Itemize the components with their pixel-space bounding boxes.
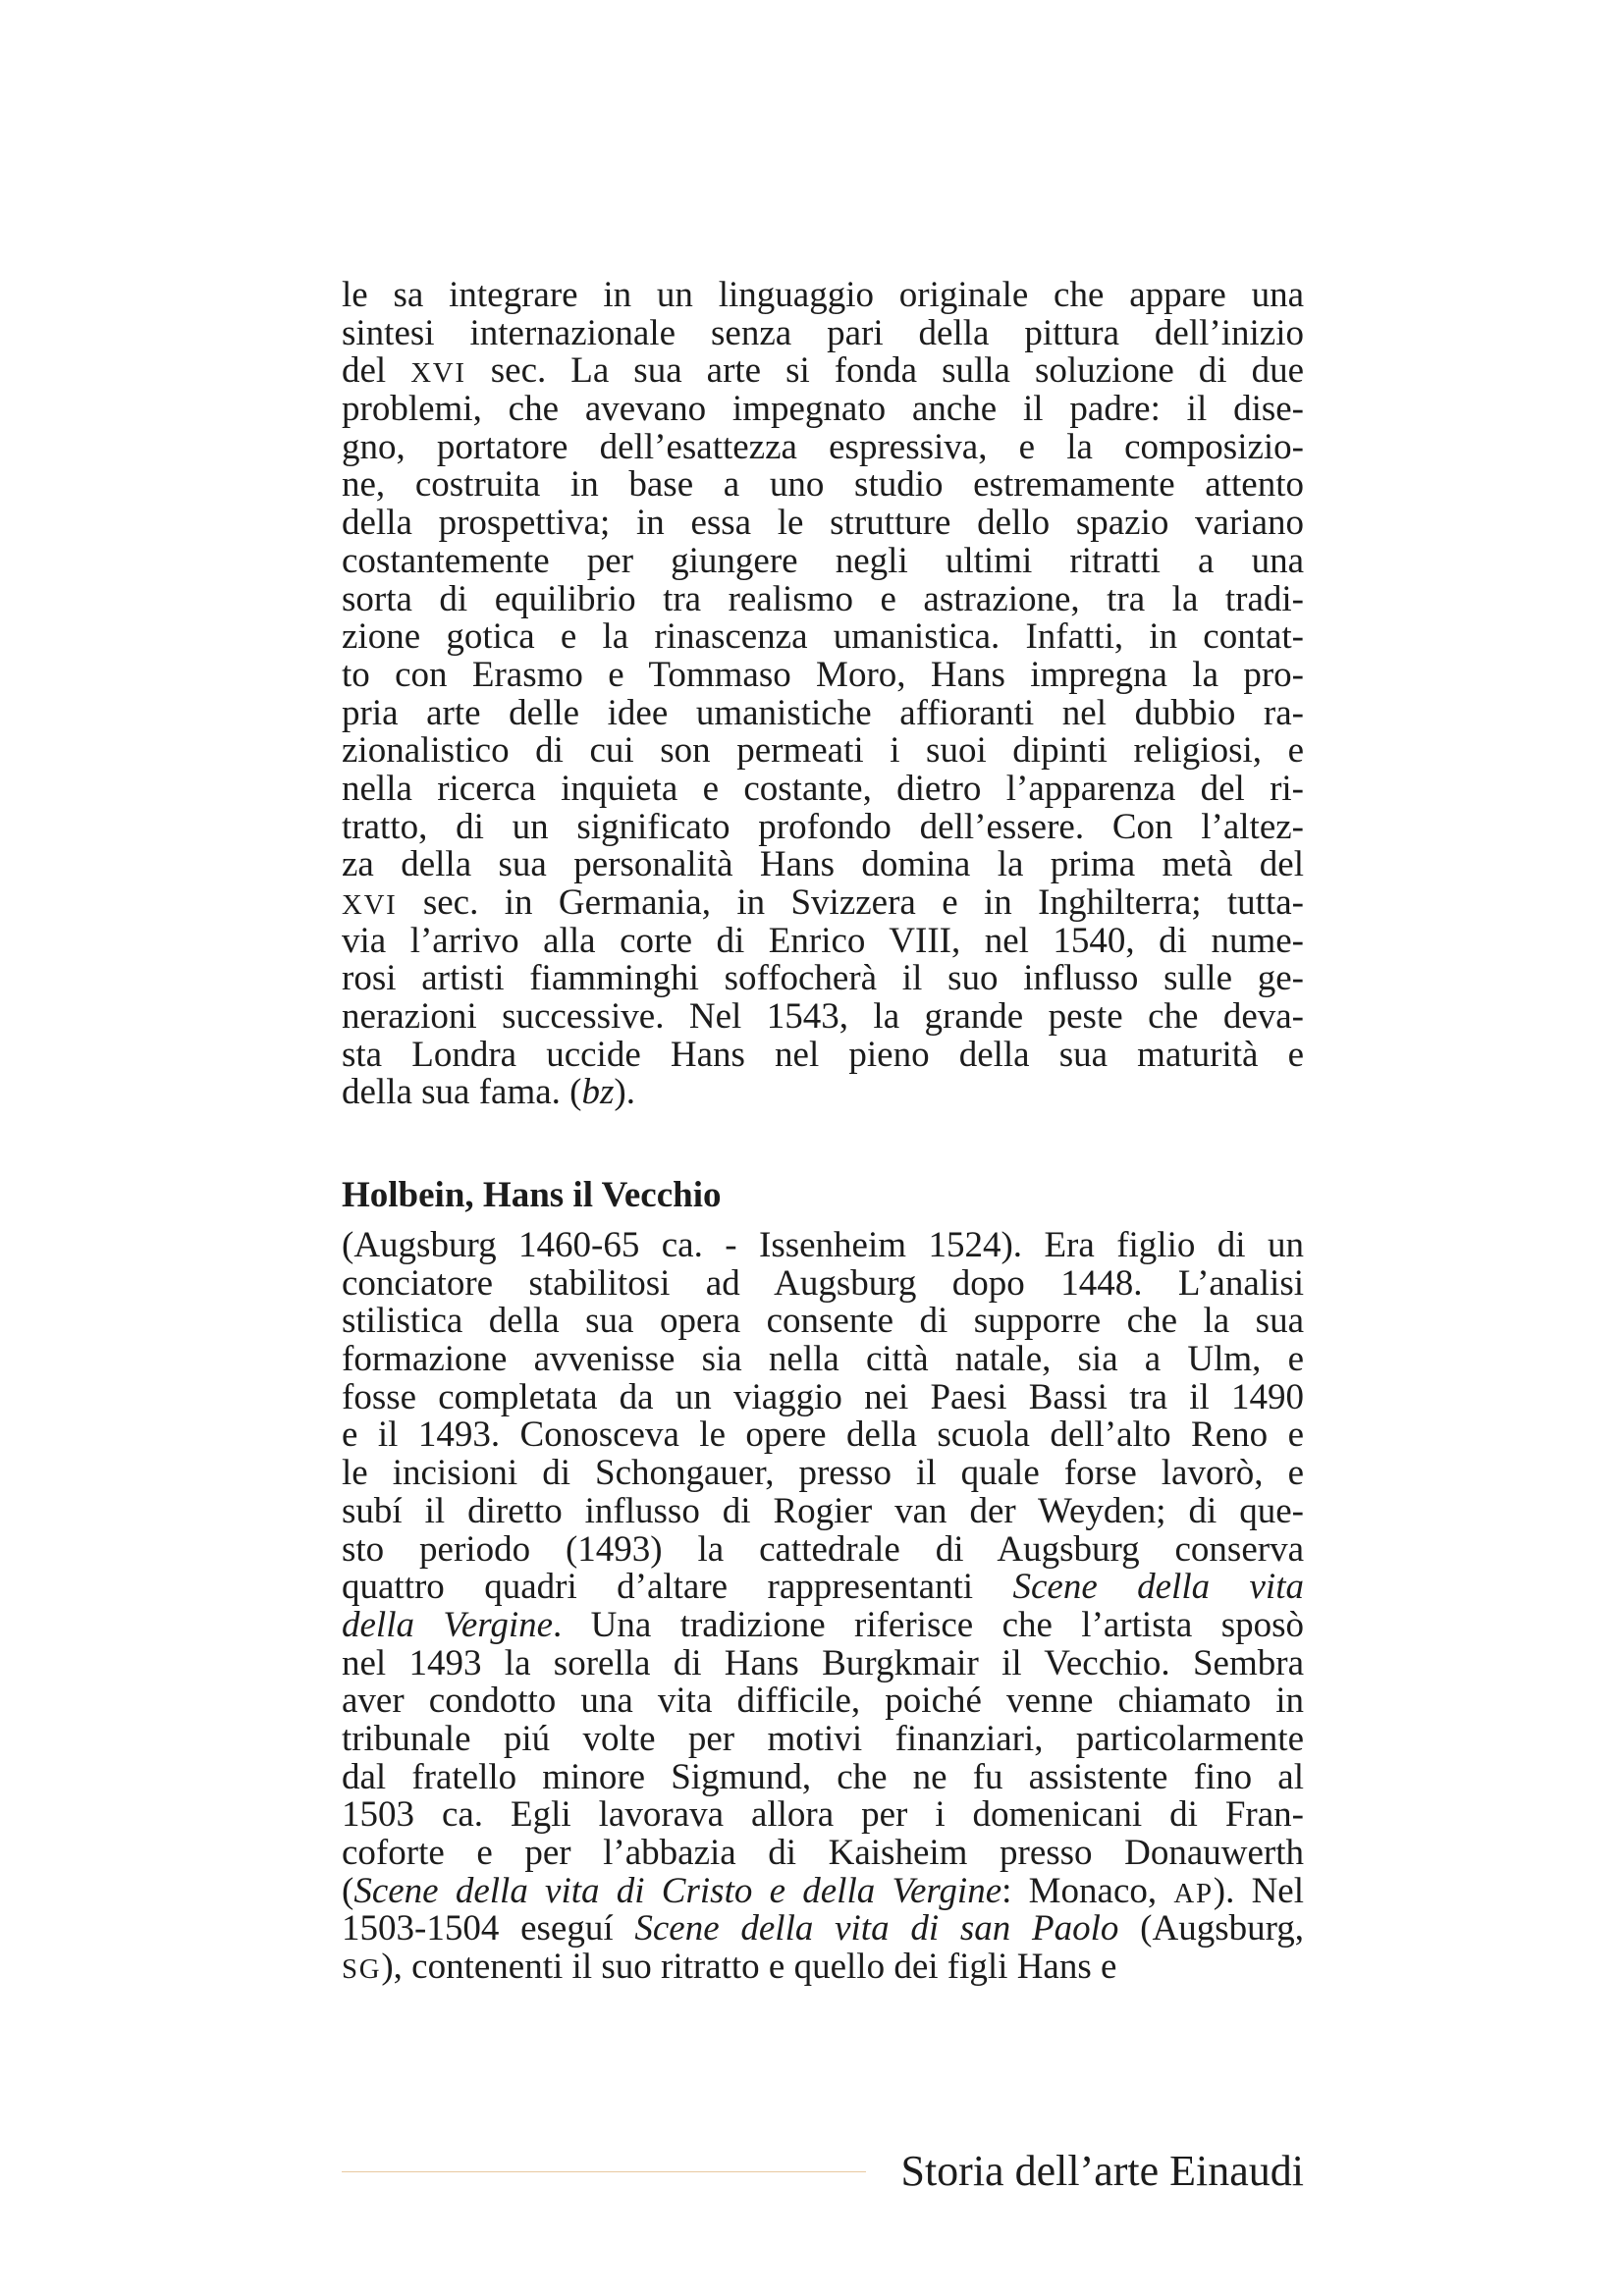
text-line: (Scene della vita di Cristo e della Vergine: Monaco, AP). Nel [342, 1870, 1304, 1911]
text-line: problemi, che avevano impegnato anche il padre: il dise- [342, 389, 1304, 430]
text-line: sta Londra uccide Hans nel pieno della sua maturità e [342, 1034, 1304, 1075]
entry-heading: Holbein, Hans il Vecchio [342, 1175, 722, 1215]
small-caps-text: AP [1173, 1877, 1214, 1909]
text-line: conciatore stabilitosi ad Augsburg dopo 1448. L’analisi [342, 1262, 1304, 1304]
italic-text: bz [581, 1072, 615, 1113]
text-line: (Augsburg 1460-65 ca. - Issenheim 1524). Era figlio di un [342, 1225, 1304, 1265]
small-caps-text: XVI [342, 889, 398, 921]
text-line: sintesi internazionale senza pari della pittura dell’inizio [342, 312, 1304, 353]
text-line: zionalistico di cui son permeati i suoi dipinti religiosi, e [342, 730, 1304, 772]
text-line: pria arte delle idee umanistiche affioranti nel dubbio ra- [342, 692, 1304, 733]
text-line: della Vergine. Una tradizione riferisce che l’artista sposò [342, 1604, 1304, 1645]
text-line: della prospettiva; in essa le strutture dello spazio variano [342, 503, 1304, 544]
text-line: nerazioni successive. Nel 1543, la grande peste che deva- [342, 996, 1304, 1038]
text-line: e il 1493. Conosceva le opere della scuola dell’alto Reno e [342, 1415, 1304, 1456]
text-line: sto periodo (1493) la cattedrale di Augsburg conserva [342, 1528, 1304, 1570]
article-continuation-paragraph [342, 277, 1304, 1112]
text-line: sorta di equilibrio tra realismo e astrazione, tra la tradi- [342, 578, 1304, 619]
text-line: nella ricerca inquieta e costante, dietro l’apparenza del ri- [342, 768, 1304, 809]
text-line: rosi artisti fiamminghi soffocherà il suo influsso sulle ge- [342, 958, 1304, 999]
footer-rule [342, 2171, 866, 2172]
text-line: SG), contenenti il suo ritratto e quello dei figli Hans e [342, 1947, 1117, 1988]
text-line: tribunale piú volte per motivi finanziari, particolarmente [342, 1718, 1304, 1759]
text-line: nel 1493 la sorella di Hans Burgkmair il Vecchio. Sembra [342, 1642, 1304, 1683]
text-line: to con Erasmo e Tommaso Moro, Hans impregna la pro- [342, 654, 1304, 695]
text-line: 1503-1504 eseguí Scene della vita di san Paolo (Augsburg, [342, 1908, 1304, 1949]
text-line: della sua fama. (bz). [342, 1072, 635, 1113]
text-line: le sa integrare in un linguaggio originale che appare una [342, 275, 1304, 315]
text-line: zione gotica e la rinascenza umanistica. Infatti, in contat- [342, 616, 1304, 658]
text-line: formazione avvenisse sia nella città natale, sia a Ulm, e [342, 1339, 1304, 1380]
small-caps-text: XVI [410, 357, 466, 390]
text-line: via l’arrivo alla corte di Enrico VIII, nel 1540, di nume- [342, 920, 1304, 961]
italic-text: della Vergine [342, 1604, 554, 1645]
italic-text: Scene della vita [1012, 1567, 1304, 1608]
text-line: fosse completata da un viaggio nei Paesi Bassi tra il 1490 [342, 1376, 1304, 1417]
text-line: stilistica della sua opera consente di supporre che la sua [342, 1301, 1304, 1342]
text-line: gno, portatore dell’esattezza espressiva, e la composizio- [342, 426, 1304, 467]
text-line: quattro quadri d’altare rappresentanti Scene della vita [342, 1567, 1304, 1608]
small-caps-text: SG [342, 1953, 382, 1986]
text-line: le incisioni di Schongauer, presso il quale forse lavorò, e [342, 1453, 1304, 1494]
text-line: tratto, di un significato profondo dell’essere. Con l’altez- [342, 806, 1304, 847]
text-line: za della sua personalità Hans domina la prima metà del [342, 844, 1304, 885]
text-line: subí il diretto influsso di Rogier van der Weyden; di que- [342, 1490, 1304, 1531]
italic-text: Scene della vita di san Paolo [634, 1908, 1119, 1949]
text-line: costantemente per giungere negli ultimi ritratti a una [342, 540, 1304, 581]
footer-title: Storia dell’arte Einaudi [900, 2147, 1304, 2195]
text-line: dal fratello minore Sigmund, che ne fu assistente fino al [342, 1756, 1304, 1797]
text-line: ne, costruita in base a uno studio estremamente attento [342, 464, 1304, 506]
text-line: del XVI sec. La sua arte si fonda sulla soluzione di due [342, 350, 1305, 392]
text-line: XVI sec. in Germania, in Svizzera e in Inghilterra; tutta- [342, 882, 1304, 923]
text-line: aver condotto una vita difficile, poiché venne chiamato in [342, 1681, 1304, 1722]
italic-text: Scene della vita di Cristo e della Vergine [353, 1870, 1002, 1911]
entry-body-paragraph [342, 1227, 1304, 1987]
text-line: 1503 ca. Egli lavorava allora per i domenicani di Fran- [342, 1794, 1304, 1836]
text-line: coforte e per l’abbazia di Kaisheim presso Donauwerth [342, 1833, 1304, 1873]
